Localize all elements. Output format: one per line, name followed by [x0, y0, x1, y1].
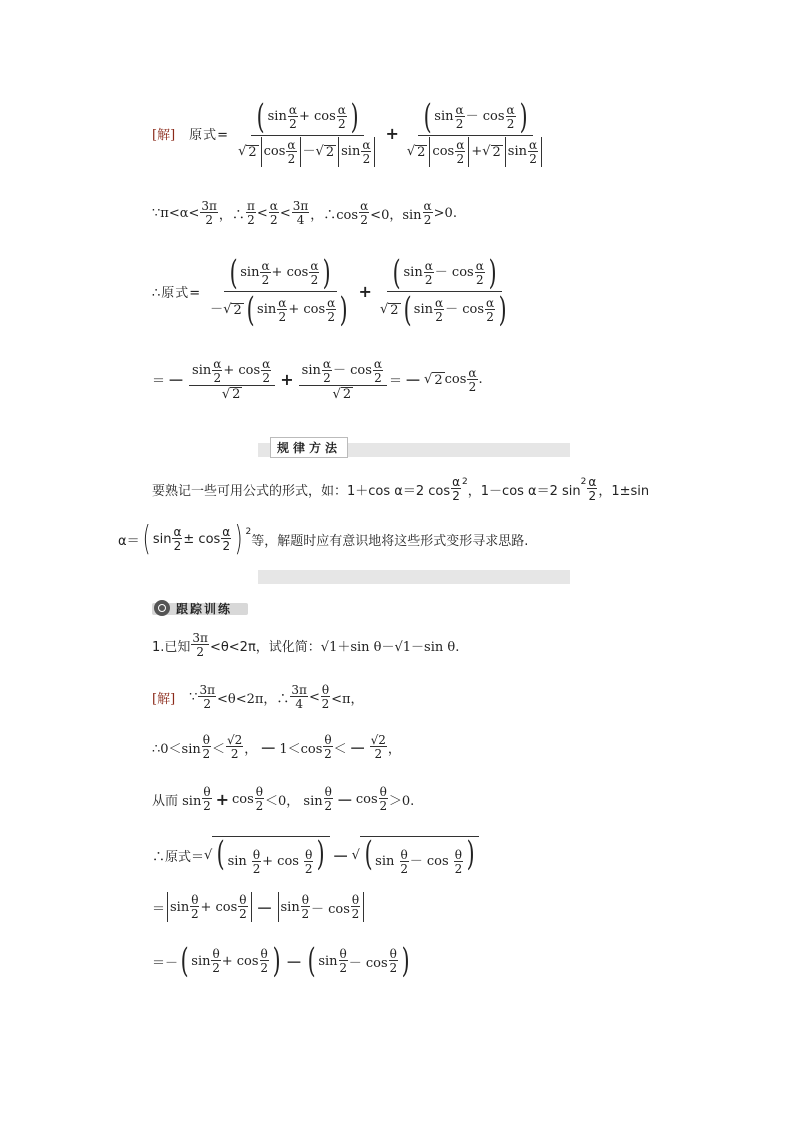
question-expression: √1＋sin θ－√1－sin θ. — [320, 639, 460, 655]
exercise-step-2: ∴0＜sin θ 2 ＜ √2 2 ， － 1＜cos θ 2 ＜ － √2 2 ， — [152, 733, 401, 761]
condition-text: ∵π<α< — [152, 205, 200, 221]
exercise-step-6: ＝－ ( sin θ 2 + cos θ 2 ) － ( sin θ 2 － cos θ 2 ) — [152, 941, 410, 981]
gt-zero-text: >0. — [433, 205, 457, 221]
section-title: 规律方法 — [270, 437, 348, 458]
fraction-4: ( sin α 2 － cos α 2 ) √ 2 ( sin α 2 － cos α 2 ) — [379, 253, 507, 330]
fraction-6: sin α 2 － cos α 2 √ 2 — [299, 358, 387, 402]
tip-text-d: α＝ — [118, 533, 140, 549]
tracking-title: 跟踪训练 — [176, 602, 233, 616]
result-cos: cos — [444, 372, 467, 388]
solution-line-4: ＝ － sin α 2 + cos α 2 √ 2 + sin α 2 － cos α 2 √ 2 ＝ － √ 2 cos α 2 . — [152, 357, 483, 402]
step2-start: ∴0＜sin — [152, 741, 201, 757]
solution-line-1 — [152, 97, 549, 167]
exercise-step-4: ∴原式＝ √ ( sin $\frac{\theta}{2}$ + cos $\frac{\theta}{2}$ ) － √ ( sin $\frac{\theta}{2}$ － cos $\frac{\theta}{2}$ ) — [152, 836, 479, 875]
because-sign: ∵ — [189, 689, 198, 705]
tip-text-a: 要熟记一些可用公式的形式，如：1＋cos α＝2 cos — [152, 483, 451, 499]
sin-text: <0，sin — [370, 207, 422, 223]
tip-line-1: 要熟记一些可用公式的形式，如：1＋cos α＝2 cos α 2 2 ，1－cos α＝2 sin 2 α 2 ，1±sin — [152, 475, 650, 503]
section-divider-bottom — [258, 570, 570, 584]
tip-line-2: α＝ ( sin α 2 ± cos α 2 ) 2 等，解题时应有意识地将这些形式变形寻求思路. — [118, 519, 529, 559]
solution-line-2: ∵π<α< 3π 2 ，∴ π 2 < α 2 < 3π 4 ，∴cos α 2 <0，sin α 2 >0. — [152, 199, 457, 227]
target-icon — [154, 600, 170, 616]
exercise-question: 1.已知 3π 2 <θ<2π，试化简： √1＋sin θ－√1－sin θ. — [152, 631, 460, 659]
tip-text-e: 等，解题时应有意识地将这些形式变形寻求思路. — [251, 533, 529, 549]
step3-start: 从而 sin — [152, 793, 202, 809]
therefore-text: ，∴ — [218, 207, 245, 223]
exercise-solution-tag: [解] — [152, 691, 176, 707]
fraction-1: ( sin α 2 + cos α 2 ) √ 2 cos α 2 － √ 2 sin α 2 — [235, 100, 380, 167]
original-expr-label: 原式= — [189, 128, 230, 143]
exercise-step-3: 从而 sin θ 2 + cos $\frac{\theta}{2}$ ＜0， sin θ 2 － cos θ 2 ＞0. — [152, 785, 415, 813]
plus-sign: + — [385, 124, 399, 143]
step1-lt: < — [308, 689, 320, 705]
fraction-3: ( sin α 2 + cos α 2 ) － √ 2 ( sin α 2 + cos α 2 ) — [210, 253, 348, 330]
tip-text-b: ，1－cos α＝2 sin — [467, 483, 581, 499]
step1-text: <θ<2π，∴ — [216, 691, 290, 707]
exercise-step-5: ＝ sin θ 2 + cos θ 2 － sin θ 2 － cos θ 2 — [152, 892, 366, 922]
fraction-2: ( sin α 2 － cos α 2 ) √ 2 cos α 2 + √ 2 sin α 2 — [404, 100, 547, 167]
question-prefix: 1.已知 — [152, 639, 191, 655]
fraction-5: sin α 2 + cos α 2 √ 2 — [189, 358, 275, 402]
solution-line-3: ∴原式= ( sin α 2 + cos α 2 ) － √ 2 ( sin α 2 + cos α 2 ) + ( sin α 2 － cos α 2 ) √ 2 ( sin α 2 － cos α 2 ) — [152, 256, 514, 327]
step1-end: <π， — [331, 691, 364, 707]
question-condition: <θ<2π，试化简： — [209, 639, 321, 655]
exercise-step-1: [解] ∵ 3π 2 <θ<2π，∴ 3π 4 < θ 2 <π， — [152, 683, 364, 711]
therefore-original: ∴原式= — [152, 286, 202, 301]
step4-start: ∴原式＝ — [152, 849, 205, 865]
tip-text-c: ，1±sin — [598, 483, 650, 499]
step6-start: ＝－ — [152, 955, 179, 971]
step5-start: ＝ — [152, 901, 166, 917]
solution-tag: [解] — [152, 128, 176, 143]
cos-text: ，∴cos — [310, 207, 359, 223]
